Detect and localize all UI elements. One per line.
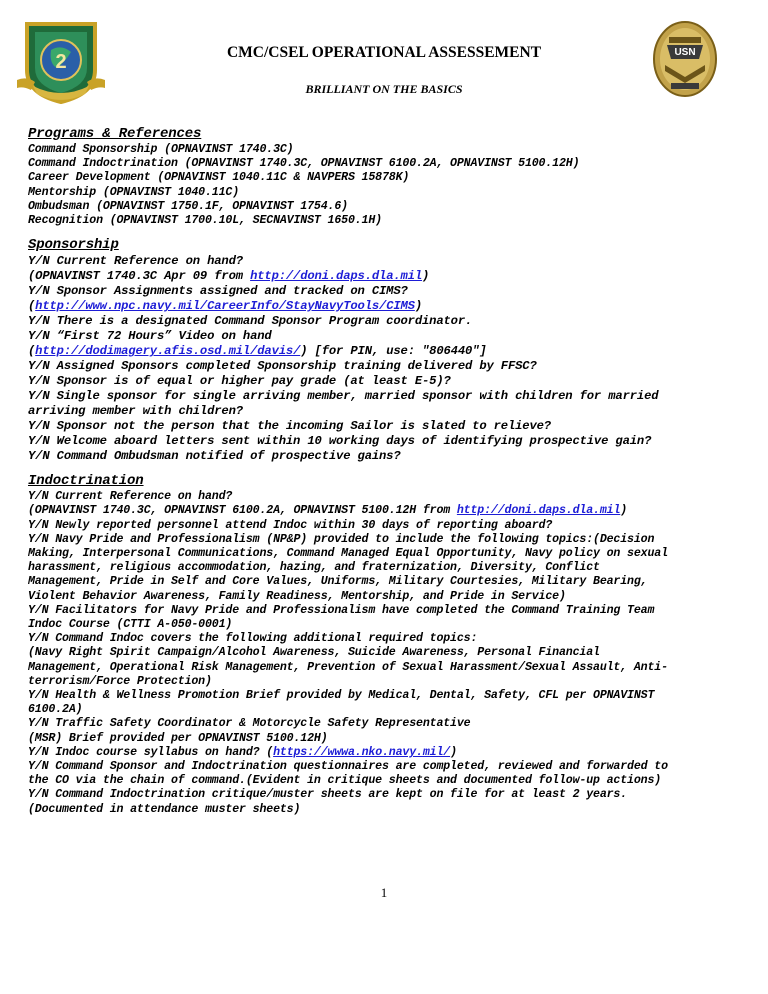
program-item: Recognition (OPNAVINST 1700.10L, SECNAVINST 1650.1H)	[28, 214, 382, 228]
checklist-item: Management, Pride in Self and Core Values, Uniforms, Military Courtesies, Military Bearing,	[28, 575, 648, 589]
ref-text: (OPNAVINST 1740.3C, OPNAVINST 6100.2A, OPNAVINST 5100.12H from	[28, 504, 457, 518]
checklist-item	[28, 269, 744, 284]
assessment-body	[28, 126, 744, 817]
checklist-item: Y/N Newly reported personnel attend Indoc within 30 days of reporting aboard?	[28, 518, 553, 532]
page-subtitle	[0, 82, 768, 97]
checklist-item: Y/N “First 72 Hours” Video on hand	[28, 329, 272, 344]
checklist-item: Y/N Command Sponsor and Indoctrination questionnaires are completed, reviewed and forwarded to	[28, 760, 668, 774]
checklist-item	[28, 344, 744, 359]
ref-text: Y/N Indoc course syllabus on hand? (	[28, 745, 274, 759]
checklist-item: (Documented in attendance muster sheets)	[28, 802, 301, 816]
indoctrination-section	[28, 473, 744, 817]
davis-link[interactable]: http://dodimagery.afis.osd.mil/davis/	[35, 344, 301, 359]
checklist-item: Y/N Welcome aboard letters sent within 10 working days of identifying prospective gain?	[28, 434, 652, 449]
checklist-item: (MSR) Brief provided per OPNAVINST 5100.12H)	[28, 731, 328, 745]
nko-link[interactable]: https://wwwa.nko.navy.mil/	[273, 745, 451, 759]
program-item: Mentorship (OPNAVINST 1040.11C)	[28, 185, 240, 199]
checklist-item: Y/N Single sponsor for single arriving member, married sponsor with children for married	[28, 389, 659, 404]
ref-text: (	[28, 344, 36, 359]
checklist-item: Y/N Current Reference on hand?	[28, 490, 233, 504]
subtitle-text: BRILLIANT ON THE BASICS	[305, 82, 463, 96]
svg-text:USN: USN	[674, 47, 696, 58]
indoctrination-heading: Indoctrination	[28, 473, 144, 490]
sponsorship-heading: Sponsorship	[28, 237, 119, 254]
checklist-item: Y/N Command Indoctrination critique/muster sheets are kept on file for at least 2 years.	[28, 788, 628, 802]
checklist-item: Y/N Command Indoc covers the following additional required topics:	[28, 632, 478, 646]
program-item: Ombudsman (OPNAVINST 1750.1F, OPNAVINST 1754.6)	[28, 199, 348, 213]
checklist-item: (Navy Right Spirit Campaign/Alcohol Awareness, Suicide Awareness, Personal Financial	[28, 646, 600, 660]
programs-section	[28, 126, 744, 228]
checklist-item: Y/N Current Reference on hand?	[28, 254, 243, 269]
program-item: Career Development (OPNAVINST 1040.11C & NAVPERS 15878K)	[28, 171, 410, 185]
svg-text:2: 2	[55, 51, 67, 73]
checklist-item: Y/N Health & Wellness Promotion Brief provided by Medical, Dental, Safety, CFL per OPNAVINST	[28, 689, 655, 703]
checklist-item: Y/N Navy Pride and Professionalism (NP&P) provided to include the following topics:(Decision	[28, 532, 655, 546]
page-title: CMC/CSEL OPERATIONAL ASSESSEMENT	[226, 44, 542, 61]
checklist-item	[28, 746, 744, 760]
checklist-item: the CO via the chain of command.(Evident in critique sheets and documented follow-up actions)	[28, 774, 662, 788]
checklist-item: Y/N Facilitators for Navy Pride and Professionalism have completed the Command Training Team	[28, 603, 655, 617]
ref-text-end: ) [for PIN, use: "806440"]	[300, 344, 487, 359]
checklist-item: Making, Interpersonal Communications, Command Managed Equal Opportunity, Navy policy on sexual	[28, 547, 668, 561]
checklist-item	[28, 299, 744, 314]
ref-text-end: )	[422, 269, 430, 284]
sponsorship-section	[28, 237, 744, 464]
checklist-item: Y/N Sponsor is of equal or higher pay grade (at least E-5)?	[28, 374, 451, 389]
checklist-item: Y/N Traffic Safety Coordinator & Motorcycle Safety Representative	[28, 717, 471, 731]
ref-text-end: )	[414, 299, 423, 314]
programs-heading: Programs & References	[28, 126, 202, 142]
checklist-item: harassment, religious accommodation, hazing, and fraternization, Diversity, Conflict	[28, 561, 600, 575]
checklist-item: Management, Operational Risk Management, Prevention of Sexual Harassment/Sexual Assault, Anti-	[28, 660, 668, 674]
checklist-item: Y/N Assigned Sponsors completed Sponsorship training delivered by FFSC?	[28, 359, 537, 374]
checklist-item: Y/N There is a designated Command Sponsor Program coordinator.	[28, 314, 473, 329]
checklist-item: Y/N Command Ombudsman notified of prospective gains?	[28, 449, 401, 464]
checklist-item	[28, 504, 744, 518]
checklist-item: arriving member with children?	[28, 404, 243, 419]
checklist-item: Indoc Course (CTTI A-050-0001)	[28, 618, 233, 632]
program-item: Command Indoctrination (OPNAVINST 1740.3C, OPNAVINST 6100.2A, OPNAVINST 5100.12H)	[28, 157, 580, 171]
ref-text-end: )	[450, 745, 457, 759]
ref-text-end: )	[620, 504, 628, 518]
ref-text: (OPNAVINST 1740.3C Apr 09 from	[28, 269, 251, 284]
program-item: Command Sponsorship (OPNAVINST 1740.3C)	[28, 143, 294, 156]
ref-text: (	[28, 299, 36, 314]
cims-link[interactable]: http://www.npc.navy.mil/CareerInfo/StayNavyTools/CIMS	[35, 299, 415, 314]
checklist-item: Y/N Sponsor Assignments assigned and tracked on CIMS?	[28, 284, 408, 299]
checklist-item: Violent Behavior Awareness, Family Readiness, Mentorship, and Pride in Service)	[28, 589, 566, 603]
checklist-item: Y/N Sponsor not the person that the incoming Sailor is slated to relieve?	[28, 419, 551, 434]
checklist-item: 6100.2A)	[28, 703, 83, 717]
checklist-item: terrorism/Force Protection)	[28, 674, 212, 688]
page-number: 1	[380, 885, 388, 900]
doni-link[interactable]: http://doni.daps.dla.mil	[456, 504, 621, 518]
doni-link[interactable]: http://doni.daps.dla.mil	[250, 269, 423, 284]
